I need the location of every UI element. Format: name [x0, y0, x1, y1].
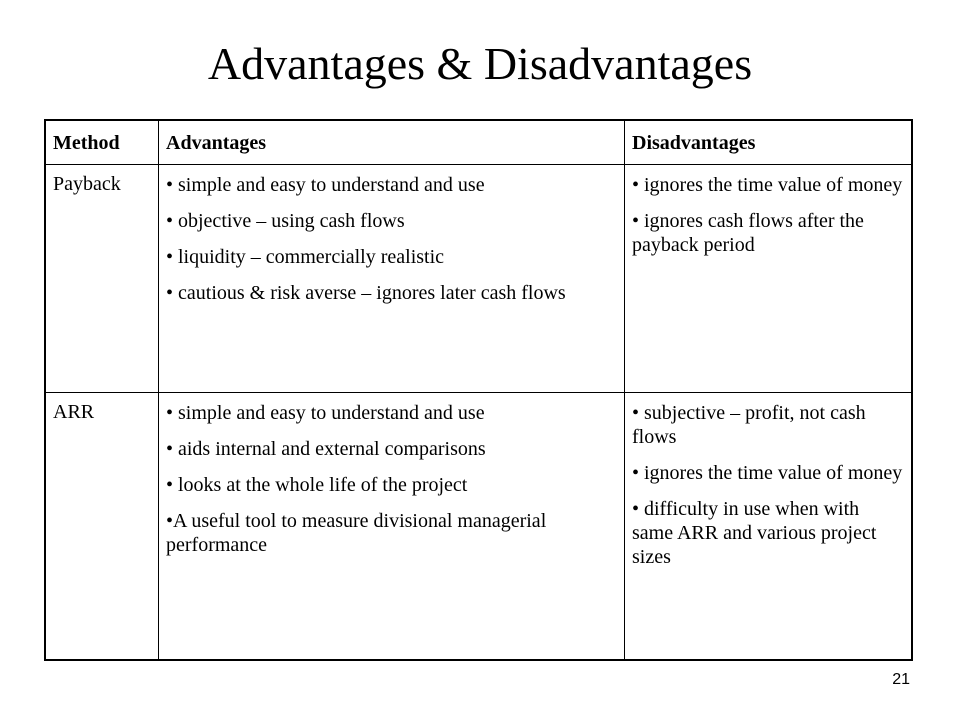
list-item: • ignores cash flows after the payback period: [632, 210, 864, 256]
page-number: 21: [892, 671, 910, 688]
list-item: • ignores the time value of money: [632, 462, 903, 484]
list-item: •A useful tool to measure divisional managerial performance: [166, 510, 547, 556]
payback-disadvantages-cell: [625, 165, 911, 393]
list-item: • ignores the time value of money: [632, 174, 903, 196]
list-item: • looks at the whole life of the project: [166, 474, 468, 496]
header-method: Method: [46, 121, 159, 165]
row-method-payback: Payback: [46, 165, 159, 393]
arr-disadvantages-cell: [625, 393, 911, 659]
list-item: • cautious & risk averse – ignores later cash flows: [166, 282, 566, 304]
payback-advantages-cell: [159, 165, 625, 393]
row-method-arr: ARR: [46, 393, 159, 659]
list-item: • subjective – profit, not cash flows: [632, 402, 866, 448]
list-item: • simple and easy to understand and use: [166, 174, 485, 196]
header-advantages: Advantages: [159, 121, 625, 165]
slide-title: Advantages & Disadvantages: [207, 38, 753, 89]
list-item: • objective – using cash flows: [166, 210, 405, 232]
list-item: • simple and easy to understand and use: [166, 402, 485, 424]
comparison-table: [44, 119, 913, 661]
list-item: • difficulty in use when with same ARR and various project sizes: [632, 498, 877, 568]
arr-advantages-cell: [159, 393, 625, 659]
list-item: • aids internal and external comparisons: [166, 438, 486, 460]
list-item: • liquidity – commercially realistic: [166, 246, 445, 268]
header-disadvantages: Disadvantages: [625, 121, 911, 165]
